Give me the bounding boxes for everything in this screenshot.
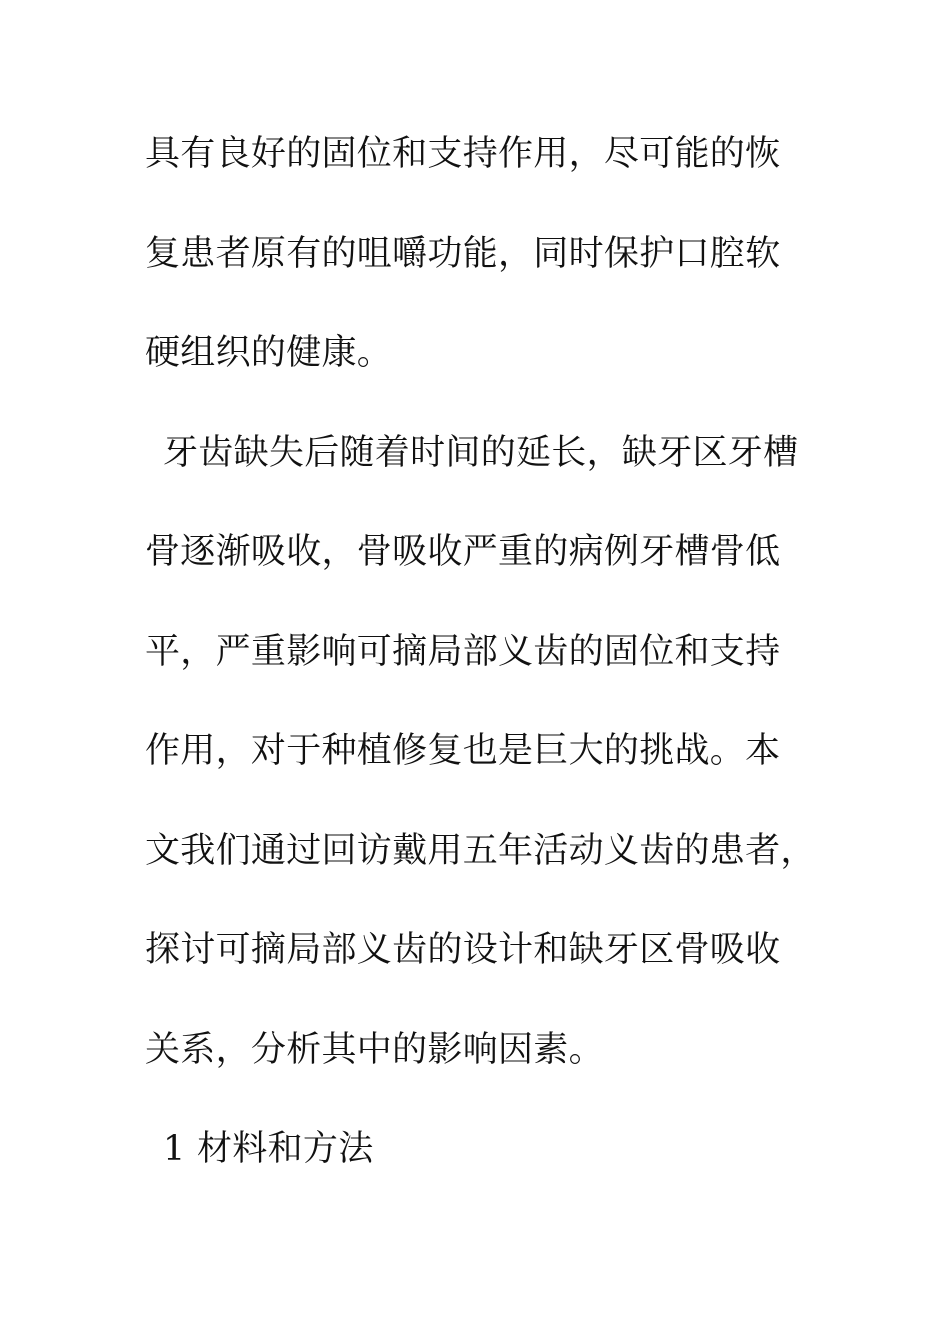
paragraph-line: 文我们通过回访戴用五年活动义齿的患者， bbox=[145, 830, 816, 871]
paragraph-line: 复患者原有的咀嚼功能，同时保护口腔软 bbox=[145, 233, 781, 274]
paragraph-line: 作用，对于种植修复也是巨大的挑战。本 bbox=[145, 731, 781, 771]
paragraph-line: 牙齿缺失后随着时间的延长，缺牙区牙槽 bbox=[163, 432, 799, 473]
section-heading: 1 材料和方法 bbox=[163, 1129, 374, 1169]
paragraph-line: 具有良好的固位和支持作用，尽可能的恢 bbox=[145, 134, 781, 174]
paragraph-line: 探讨可摘局部义齿的设计和缺牙区骨吸收 bbox=[145, 930, 781, 970]
paragraph-line: 关系，分析其中的影响因素。 bbox=[145, 1029, 604, 1070]
paragraph-line: 硬组织的健康。 bbox=[145, 333, 393, 373]
paragraph-line: 平，严重影响可摘局部义齿的固位和支持 bbox=[145, 631, 781, 672]
body-text bbox=[145, 124, 825, 1219]
paragraph-line: 骨逐渐吸收，骨吸收严重的病例牙槽骨低 bbox=[145, 532, 781, 572]
